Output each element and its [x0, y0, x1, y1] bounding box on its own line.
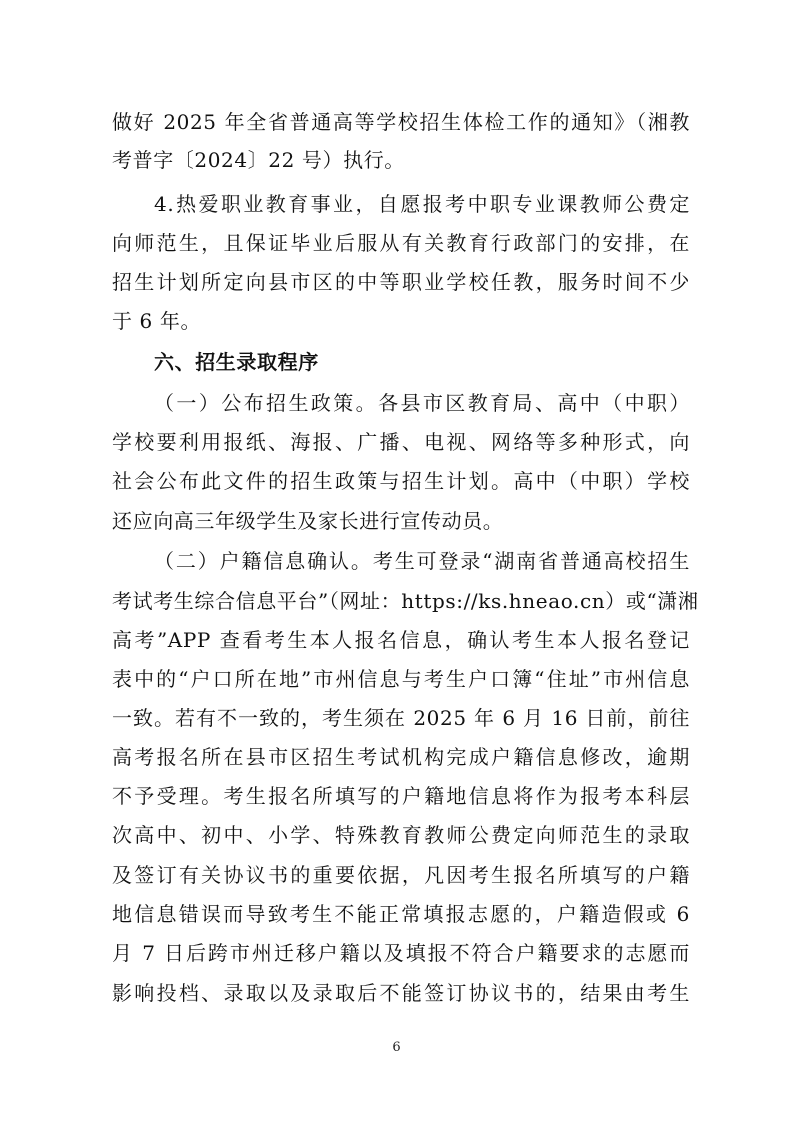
text-line: 月 7 日后跨市州迁移户籍以及填报不符合户籍要求的志愿而: [112, 941, 690, 965]
text-line: 表中的“户口所在地”市州信息与考生户口簿“住址”市州信息: [112, 667, 690, 691]
page-number: 6: [392, 1040, 401, 1055]
text-line: 高考”APP 查看考生本人报名信息，确认考生本人报名登记: [112, 628, 690, 652]
text-line: 考试考生综合信息平台”（网址：https://ks.hneao.cn）或“潇湘: [112, 589, 699, 613]
text-line: 向师范生，且保证毕业后服从有关教育行政部门的安排，在: [112, 231, 690, 255]
text-line: 影响投档、录取以及录取后不能签订协议书的，结果由考生: [112, 981, 690, 1005]
text-line: 不予受理。考生报名所填写的户籍地信息将作为报考本科层: [112, 784, 690, 808]
section-heading: 六、招生录取程序: [154, 350, 319, 374]
text-line: 做好 2025 年全省普通高等学校招生体检工作的通知》（湘教: [112, 110, 690, 134]
text-line: 4.热爱职业教育事业，自愿报考中职专业课教师公费定: [154, 192, 690, 216]
text-line: 一致。若有不一致的，考生须在 2025 年 6 月 16 日前，前往: [112, 706, 690, 730]
text-line: （二）户籍信息确认。考生可登录“湖南省普通高校招生: [154, 549, 690, 573]
text-line: 还应向高三年级学生及家长进行宣传动员。: [112, 509, 504, 533]
text-line: 于 6 年。: [112, 309, 202, 333]
text-line: 及签订有关协议书的重要依据，凡因考生报名所填写的户籍: [112, 863, 690, 887]
text-line: 考普字〔2024〕22 号）执行。: [112, 148, 405, 172]
text-line: 次高中、初中、小学、特殊教育教师公费定向师范生的录取: [112, 823, 690, 847]
text-line: 地信息错误而导致考生不能正常填报志愿的，户籍造假或 6: [112, 902, 690, 926]
text-line: （一）公布招生政策。各县市区教育局、高中（中职）: [154, 391, 690, 415]
text-line: 学校要利用报纸、海报、广播、电视、网络等多种形式，向: [112, 430, 690, 454]
text-line: 招生计划所定向县市区的中等职业学校任教，服务时间不少: [112, 270, 690, 294]
text-line: 社会公布此文件的招生政策与招生计划。高中（中职）学校: [112, 469, 690, 493]
text-line: 高考报名所在县市区招生考试机构完成户籍信息修改，逾期: [112, 745, 690, 769]
